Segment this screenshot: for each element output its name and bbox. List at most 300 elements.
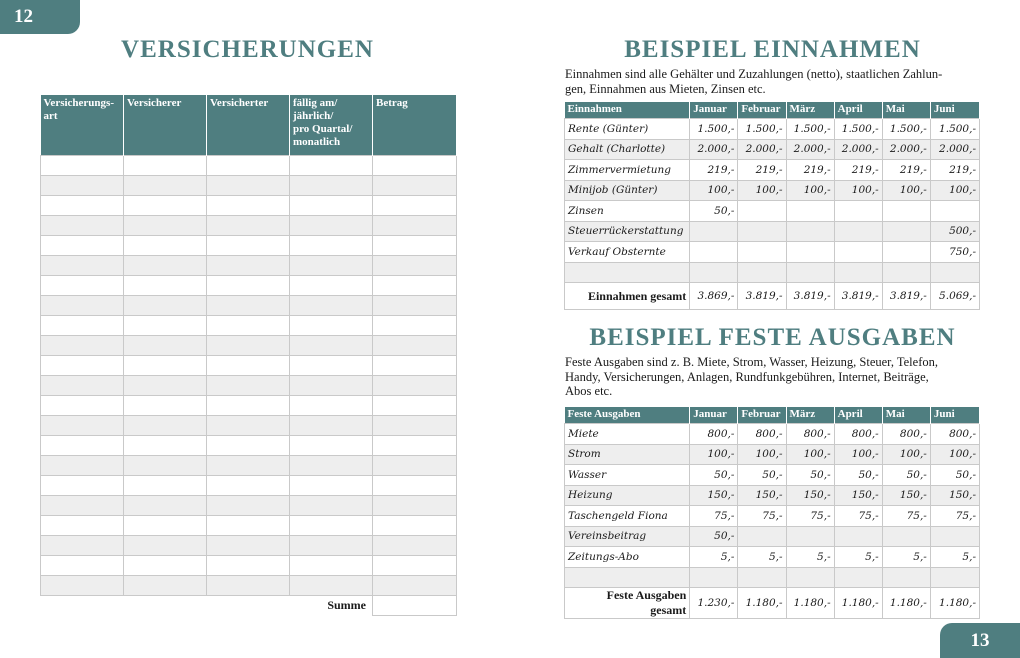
table-cell[interactable] xyxy=(290,396,373,416)
amount-cell: 75,- xyxy=(786,506,834,527)
amount-cell xyxy=(834,221,882,242)
table-row xyxy=(41,496,457,516)
amount-cell xyxy=(834,567,882,588)
total-amount: 1.180,- xyxy=(738,588,786,619)
table-row xyxy=(41,396,457,416)
table-cell[interactable] xyxy=(41,536,124,556)
table-row xyxy=(565,139,980,160)
table-cell[interactable] xyxy=(290,216,373,236)
table-cell[interactable] xyxy=(207,396,290,416)
amount-cell: 1.500,- xyxy=(834,119,882,140)
table-cell[interactable] xyxy=(373,436,457,456)
column-header: Februar xyxy=(738,102,786,119)
amount-cell: 50,- xyxy=(882,465,930,486)
row-label: Strom xyxy=(565,444,690,465)
amount-cell: 100,- xyxy=(882,444,930,465)
amount-cell: 50,- xyxy=(930,465,979,486)
table-row xyxy=(565,465,980,486)
amount-cell: 50,- xyxy=(834,465,882,486)
amount-cell xyxy=(738,242,786,263)
amount-cell xyxy=(834,201,882,222)
amount-cell: 219,- xyxy=(882,160,930,181)
table-row xyxy=(565,119,980,140)
table-cell[interactable] xyxy=(290,516,373,536)
amount-cell: 50,- xyxy=(738,465,786,486)
table-row xyxy=(565,567,980,588)
amount-cell: 100,- xyxy=(834,180,882,201)
table-cell[interactable] xyxy=(41,216,124,236)
table-cell[interactable] xyxy=(290,376,373,396)
table-cell[interactable] xyxy=(207,376,290,396)
table-row xyxy=(41,316,457,336)
table-cell[interactable] xyxy=(207,276,290,296)
table-cell[interactable] xyxy=(207,536,290,556)
table-row xyxy=(41,236,457,256)
amount-cell xyxy=(786,262,834,283)
table-cell[interactable] xyxy=(124,516,207,536)
table-cell[interactable] xyxy=(124,236,207,256)
table-cell[interactable] xyxy=(207,196,290,216)
amount-cell xyxy=(786,221,834,242)
table-row xyxy=(41,556,457,576)
table-row xyxy=(565,180,980,201)
table-row xyxy=(41,476,457,496)
total-amount: 1.180,- xyxy=(930,588,979,619)
amount-cell: 219,- xyxy=(786,160,834,181)
table-cell[interactable] xyxy=(207,216,290,236)
table-row xyxy=(565,526,980,547)
amount-cell: 50,- xyxy=(690,526,738,547)
insurance-title: VERSICHERUNGEN xyxy=(121,36,374,63)
amount-cell: 800,- xyxy=(738,424,786,445)
total-label: Einnahmen gesamt xyxy=(565,283,690,310)
table-cell[interactable] xyxy=(41,256,124,276)
amount-cell xyxy=(738,221,786,242)
table-cell[interactable] xyxy=(41,476,124,496)
total-amount: 1.180,- xyxy=(834,588,882,619)
total-amount: 3.819,- xyxy=(738,283,786,310)
table-cell[interactable] xyxy=(290,176,373,196)
table-cell[interactable] xyxy=(207,416,290,436)
table-cell[interactable] xyxy=(124,496,207,516)
table-row xyxy=(41,416,457,436)
table-cell[interactable] xyxy=(41,316,124,336)
amount-cell: 1.500,- xyxy=(882,119,930,140)
amount-cell: 75,- xyxy=(882,506,930,527)
column-header: Einnahmen xyxy=(565,102,690,119)
column-header: Versicherer xyxy=(124,95,207,156)
column-header: Betrag xyxy=(373,95,457,156)
expenses-table xyxy=(564,407,980,619)
row-label: Wasser xyxy=(565,465,690,486)
income-title: BEISPIEL EINNAHMEN xyxy=(624,36,921,63)
row-label: Verkauf Obsternte xyxy=(565,242,690,263)
amount-cell: 100,- xyxy=(930,180,979,201)
amount-cell: 219,- xyxy=(738,160,786,181)
amount-cell: 100,- xyxy=(930,444,979,465)
total-amount: 3.819,- xyxy=(882,283,930,310)
column-header: Mai xyxy=(882,102,930,119)
table-row xyxy=(41,256,457,276)
table-cell[interactable] xyxy=(124,296,207,316)
table-cell[interactable] xyxy=(290,316,373,336)
row-label: Miete xyxy=(565,424,690,445)
table-cell[interactable] xyxy=(207,476,290,496)
table-cell[interactable] xyxy=(124,576,207,596)
table-cell[interactable] xyxy=(41,556,124,576)
amount-cell: 5,- xyxy=(834,547,882,568)
amount-cell: 150,- xyxy=(786,485,834,506)
table-cell[interactable] xyxy=(207,156,290,176)
table-row xyxy=(565,221,980,242)
amount-cell xyxy=(738,201,786,222)
row-label: Zimmervermietung xyxy=(565,160,690,181)
amount-cell: 5,- xyxy=(882,547,930,568)
table-cell[interactable] xyxy=(124,156,207,176)
amount-cell: 800,- xyxy=(786,424,834,445)
amount-cell: 219,- xyxy=(834,160,882,181)
column-header: April xyxy=(834,407,882,424)
table-cell[interactable] xyxy=(373,176,457,196)
table-cell[interactable] xyxy=(207,236,290,256)
row-label: Taschengeld Fiona xyxy=(565,506,690,527)
table-cell[interactable] xyxy=(41,356,124,376)
table-cell[interactable] xyxy=(207,176,290,196)
table-cell[interactable] xyxy=(290,536,373,556)
table-row xyxy=(41,196,457,216)
amount-cell: 100,- xyxy=(738,180,786,201)
column-header: Januar xyxy=(690,102,738,119)
amount-cell: 800,- xyxy=(690,424,738,445)
table-cell[interactable] xyxy=(290,236,373,256)
table-row xyxy=(41,576,457,596)
table-cell[interactable] xyxy=(207,496,290,516)
column-header: Feste Ausgaben xyxy=(565,407,690,424)
table-cell[interactable] xyxy=(207,296,290,316)
table-cell[interactable] xyxy=(207,316,290,336)
table-row xyxy=(41,436,457,456)
table-row xyxy=(41,336,457,356)
table-row xyxy=(565,547,980,568)
column-header: Januar xyxy=(690,407,738,424)
table-cell[interactable] xyxy=(290,576,373,596)
amount-cell xyxy=(834,242,882,263)
table-cell[interactable] xyxy=(124,476,207,496)
table-cell[interactable] xyxy=(41,456,124,476)
table-cell[interactable] xyxy=(373,496,457,516)
total-amount: 3.869,- xyxy=(690,283,738,310)
row-label: Zeitungs-Abo xyxy=(565,547,690,568)
table-row xyxy=(41,216,457,236)
total-amount: 1.230,- xyxy=(690,588,738,619)
table-cell[interactable] xyxy=(124,536,207,556)
column-header: Versicherungs- art xyxy=(41,95,124,156)
amount-cell: 5,- xyxy=(786,547,834,568)
amount-cell: 2.000,- xyxy=(786,139,834,160)
row-label: Gehalt (Charlotte) xyxy=(565,139,690,160)
table-cell[interactable] xyxy=(373,216,457,236)
page-number-right: 13 xyxy=(940,623,1020,658)
table-cell[interactable] xyxy=(41,276,124,296)
table-cell[interactable] xyxy=(373,556,457,576)
table-cell[interactable] xyxy=(41,156,124,176)
amount-cell: 150,- xyxy=(738,485,786,506)
amount-cell: 150,- xyxy=(834,485,882,506)
table-cell[interactable] xyxy=(207,356,290,376)
amount-cell xyxy=(834,526,882,547)
amount-cell: 500,- xyxy=(930,221,979,242)
amount-cell xyxy=(834,262,882,283)
column-header: März xyxy=(786,102,834,119)
table-cell[interactable] xyxy=(41,576,124,596)
table-row xyxy=(565,262,980,283)
amount-cell xyxy=(930,262,979,283)
amount-cell: 100,- xyxy=(690,444,738,465)
table-cell[interactable] xyxy=(41,496,124,516)
table-cell[interactable] xyxy=(373,516,457,536)
amount-cell xyxy=(786,526,834,547)
total-row xyxy=(565,588,980,619)
amount-cell xyxy=(738,526,786,547)
column-header: Mai xyxy=(882,407,930,424)
table-cell[interactable] xyxy=(373,336,457,356)
table-row xyxy=(41,536,457,556)
sum-label: Summe xyxy=(41,596,373,616)
table-cell[interactable] xyxy=(290,456,373,476)
amount-cell: 150,- xyxy=(690,485,738,506)
amount-cell: 2.000,- xyxy=(882,139,930,160)
table-cell[interactable] xyxy=(124,216,207,236)
row-label: Minijob (Günter) xyxy=(565,180,690,201)
row-label xyxy=(565,567,690,588)
table-cell[interactable] xyxy=(290,356,373,376)
row-label: Steuerrückerstattung xyxy=(565,221,690,242)
amount-cell: 75,- xyxy=(690,506,738,527)
table-cell[interactable] xyxy=(124,436,207,456)
table-cell[interactable] xyxy=(290,276,373,296)
table-cell[interactable] xyxy=(373,356,457,376)
table-cell[interactable] xyxy=(290,156,373,176)
table-cell[interactable] xyxy=(373,296,457,316)
table-cell[interactable] xyxy=(373,276,457,296)
total-amount: 5.069,- xyxy=(930,283,979,310)
amount-cell: 50,- xyxy=(690,201,738,222)
amount-cell xyxy=(882,242,930,263)
column-header: April xyxy=(834,102,882,119)
amount-cell: 100,- xyxy=(786,444,834,465)
table-cell[interactable] xyxy=(124,356,207,376)
table-cell[interactable] xyxy=(290,556,373,576)
amount-cell xyxy=(882,221,930,242)
table-cell[interactable] xyxy=(207,576,290,596)
table-row xyxy=(565,485,980,506)
amount-cell: 2.000,- xyxy=(834,139,882,160)
amount-cell: 1.500,- xyxy=(930,119,979,140)
table-cell[interactable] xyxy=(124,456,207,476)
table-cell[interactable] xyxy=(207,336,290,356)
amount-cell xyxy=(690,221,738,242)
income-table xyxy=(564,102,980,310)
total-amount: 1.180,- xyxy=(882,588,930,619)
table-cell[interactable] xyxy=(124,556,207,576)
row-label: Rente (Günter) xyxy=(565,119,690,140)
table-cell[interactable] xyxy=(41,176,124,196)
table-cell[interactable] xyxy=(124,416,207,436)
amount-cell: 75,- xyxy=(738,506,786,527)
table-row xyxy=(565,160,980,181)
table-cell[interactable] xyxy=(124,336,207,356)
table-cell[interactable] xyxy=(290,256,373,276)
table-cell[interactable] xyxy=(124,196,207,216)
column-header: fällig am/ jährlich/ pro Quartal/ monatlich xyxy=(290,95,373,156)
table-cell[interactable] xyxy=(41,516,124,536)
table-cell[interactable] xyxy=(290,416,373,436)
page-number-left: 12 xyxy=(0,0,80,34)
table-cell[interactable] xyxy=(41,416,124,436)
column-header: Juni xyxy=(930,407,979,424)
sum-value-cell[interactable] xyxy=(373,596,457,616)
table-cell[interactable] xyxy=(41,396,124,416)
amount-cell xyxy=(786,201,834,222)
table-cell[interactable] xyxy=(41,336,124,356)
total-amount: 3.819,- xyxy=(786,283,834,310)
table-cell[interactable] xyxy=(290,436,373,456)
table-cell[interactable] xyxy=(124,376,207,396)
amount-cell: 5,- xyxy=(930,547,979,568)
amount-cell: 5,- xyxy=(738,547,786,568)
total-amount: 3.819,- xyxy=(834,283,882,310)
amount-cell xyxy=(786,242,834,263)
table-cell[interactable] xyxy=(373,156,457,176)
table-cell[interactable] xyxy=(290,296,373,316)
amount-cell: 219,- xyxy=(930,160,979,181)
table-cell[interactable] xyxy=(207,456,290,476)
expenses-intro: Feste Ausgaben sind z. B. Miete, Strom, Wasser, Heizung, Steuer, Telefon, Handy, Versicherungen, Anlagen, Rundfunkgebühren, Internet, Beiträge, Abos etc. xyxy=(565,355,938,398)
table-cell[interactable] xyxy=(373,576,457,596)
amount-cell: 800,- xyxy=(882,424,930,445)
table-row xyxy=(41,176,457,196)
amount-cell: 100,- xyxy=(738,444,786,465)
amount-cell: 150,- xyxy=(882,485,930,506)
table-cell[interactable] xyxy=(41,436,124,456)
total-amount: 1.180,- xyxy=(786,588,834,619)
column-header: Februar xyxy=(738,407,786,424)
amount-cell xyxy=(786,567,834,588)
income-intro: Einnahmen sind alle Gehälter und Zuzahlungen (netto), staatlichen Zahlun- gen, Einnahmen aus Mieten, Zinsen etc. xyxy=(565,67,943,96)
table-cell[interactable] xyxy=(373,256,457,276)
amount-cell: 50,- xyxy=(786,465,834,486)
amount-cell xyxy=(930,567,979,588)
amount-cell xyxy=(690,262,738,283)
table-cell[interactable] xyxy=(207,556,290,576)
amount-cell: 1.500,- xyxy=(738,119,786,140)
amount-cell: 100,- xyxy=(834,444,882,465)
amount-cell: 50,- xyxy=(690,465,738,486)
table-cell[interactable] xyxy=(207,516,290,536)
amount-cell: 100,- xyxy=(786,180,834,201)
table-row xyxy=(565,201,980,222)
amount-cell: 75,- xyxy=(834,506,882,527)
table-row xyxy=(41,356,457,376)
table-cell[interactable] xyxy=(207,436,290,456)
table-cell[interactable] xyxy=(373,376,457,396)
amount-cell xyxy=(690,242,738,263)
insurance-table xyxy=(40,95,457,616)
table-cell[interactable] xyxy=(207,256,290,276)
row-label xyxy=(565,262,690,283)
row-label: Vereinsbeitrag xyxy=(565,526,690,547)
table-row xyxy=(41,516,457,536)
table-cell[interactable] xyxy=(373,536,457,556)
table-cell[interactable] xyxy=(373,456,457,476)
table-cell[interactable] xyxy=(290,496,373,516)
table-row xyxy=(41,376,457,396)
amount-cell xyxy=(882,201,930,222)
table-cell[interactable] xyxy=(41,376,124,396)
table-cell[interactable] xyxy=(124,176,207,196)
amount-cell: 2.000,- xyxy=(738,139,786,160)
amount-cell: 75,- xyxy=(930,506,979,527)
table-cell[interactable] xyxy=(41,296,124,316)
column-header: Versicherter xyxy=(207,95,290,156)
amount-cell: 750,- xyxy=(930,242,979,263)
column-header: März xyxy=(786,407,834,424)
table-cell[interactable] xyxy=(373,476,457,496)
table-row xyxy=(41,276,457,296)
amount-cell: 800,- xyxy=(930,424,979,445)
amount-cell xyxy=(930,526,979,547)
table-cell[interactable] xyxy=(41,196,124,216)
amount-cell: 2.000,- xyxy=(690,139,738,160)
table-cell[interactable] xyxy=(373,316,457,336)
expenses-title: BEISPIEL FESTE AUSGABEN xyxy=(589,324,956,351)
amount-cell: 1.500,- xyxy=(786,119,834,140)
table-cell[interactable] xyxy=(124,316,207,336)
total-row xyxy=(565,283,980,310)
table-cell[interactable] xyxy=(373,416,457,436)
table-row xyxy=(565,242,980,263)
table-cell[interactable] xyxy=(124,276,207,296)
table-row xyxy=(41,156,457,176)
table-cell[interactable] xyxy=(290,476,373,496)
table-row xyxy=(565,506,980,527)
table-cell[interactable] xyxy=(124,396,207,416)
table-cell[interactable] xyxy=(124,256,207,276)
table-cell[interactable] xyxy=(373,196,457,216)
amount-cell xyxy=(930,201,979,222)
amount-cell: 100,- xyxy=(690,180,738,201)
table-cell[interactable] xyxy=(290,336,373,356)
table-cell[interactable] xyxy=(41,236,124,256)
table-row xyxy=(41,296,457,316)
amount-cell xyxy=(738,262,786,283)
amount-cell xyxy=(882,262,930,283)
table-cell[interactable] xyxy=(373,396,457,416)
table-cell[interactable] xyxy=(290,196,373,216)
amount-cell: 800,- xyxy=(834,424,882,445)
amount-cell: 219,- xyxy=(690,160,738,181)
table-cell[interactable] xyxy=(373,236,457,256)
table-row xyxy=(41,456,457,476)
total-label: Feste Ausgaben gesamt xyxy=(565,588,690,619)
amount-cell xyxy=(690,567,738,588)
row-label: Heizung xyxy=(565,485,690,506)
amount-cell xyxy=(882,567,930,588)
sum-row xyxy=(41,596,457,616)
table-row xyxy=(565,444,980,465)
column-header: Juni xyxy=(930,102,979,119)
amount-cell xyxy=(882,526,930,547)
